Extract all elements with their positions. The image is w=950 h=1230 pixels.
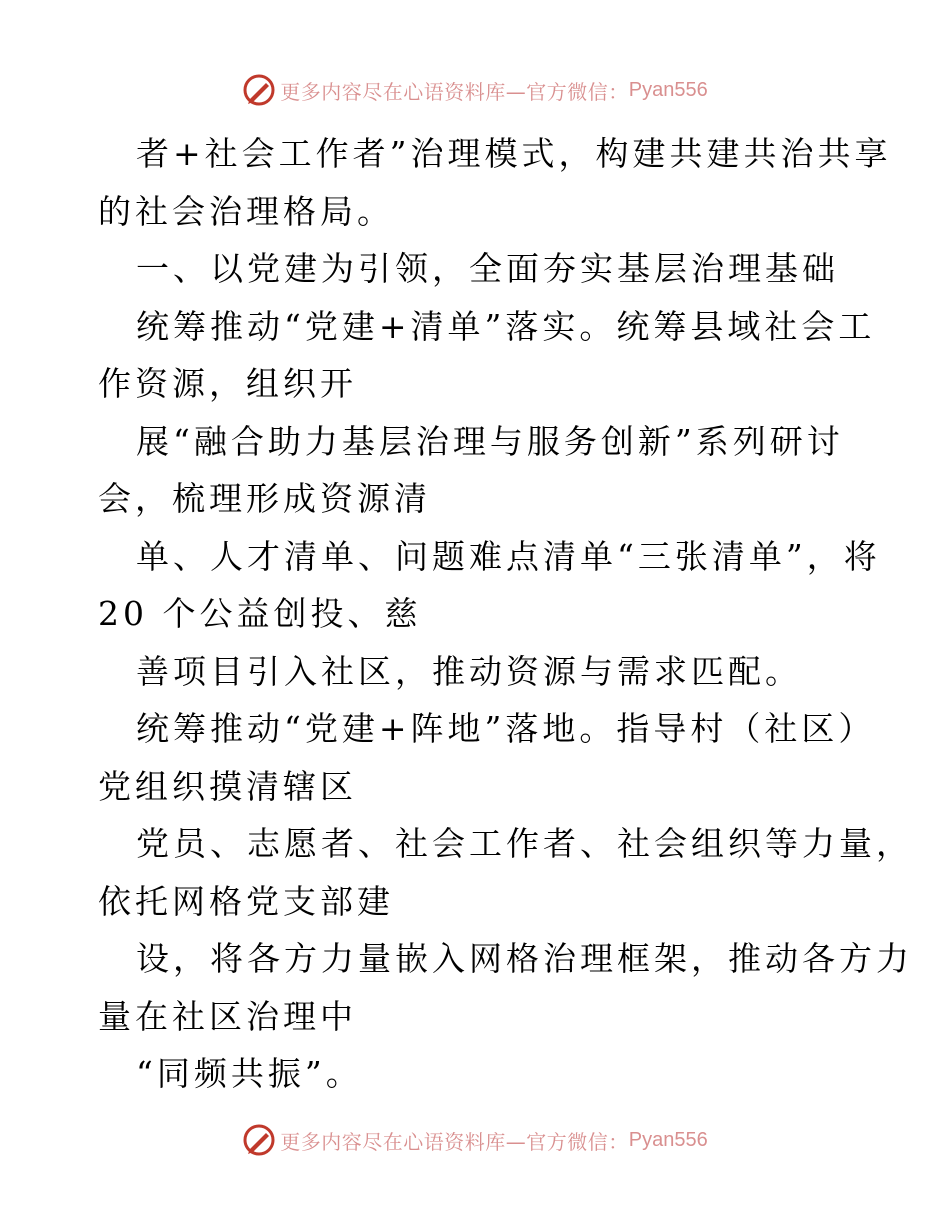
text-line: 作资源，组织开 [98, 364, 357, 403]
text-line: 党组织摸清辖区 [98, 766, 357, 806]
text-line: 展“融合助力基层治理与服务创新”系列研讨 [136, 421, 844, 461]
text-line: 者+社会工作者”治理模式，构建共建共治共享 [136, 134, 892, 173]
text-line: 量在社区治理中 [98, 996, 357, 1036]
pen-logo-icon [242, 73, 276, 107]
watermark-text: 更多内容尽在心语资料库—官方微信： [280, 1129, 629, 1154]
section-heading: 一、以党建为引领，全面夯实基层治理基础 [136, 249, 839, 288]
text-line: 善项目引入社区，推动资源与需求匹配。 [136, 651, 802, 691]
document-body [98, 125, 913, 1103]
text-line: 党员、志愿者、社会工作者、社会组织等力量， [136, 824, 913, 863]
footer-watermark [0, 1120, 950, 1160]
pen-logo-icon [242, 1123, 276, 1157]
text-line: 统筹推动“党建+阵地”落地。指导村（社区） [136, 709, 876, 748]
text-line: 20 个公益创投、慈 [98, 594, 422, 633]
watermark-account: Pyan556 [628, 78, 708, 101]
text-line: 的社会治理格局。 [98, 191, 394, 231]
text-line: 统筹推动“党建+清单”落实。统筹县域社会工 [136, 306, 876, 346]
text-line: 单、人才清单、问题难点清单“三张清单”，将 [136, 536, 881, 576]
header-watermark [0, 70, 950, 110]
text-line: “同频共振”。 [136, 1054, 363, 1093]
watermark-account: Pyan556 [628, 1128, 708, 1151]
text-line: 设，将各方力量嵌入网格治理框架，推动各方力 [136, 939, 913, 978]
text-line: 会，梳理形成资源清 [98, 479, 431, 518]
text-line: 依托网格党支部建 [98, 881, 394, 921]
watermark-text: 更多内容尽在心语资料库—官方微信： [280, 79, 629, 104]
